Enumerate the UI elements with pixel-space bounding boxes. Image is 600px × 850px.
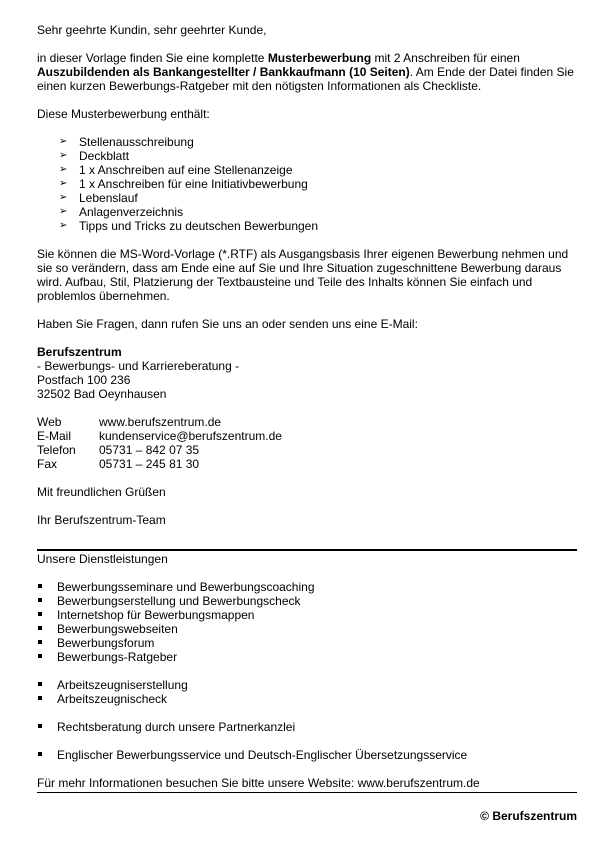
company-name: Berufszentrum: [37, 345, 122, 359]
intro-text-3: . Am Ende der Datei finden Sie: [409, 65, 574, 79]
contact-row: E-Mail kundenservice@berufszentrum.de: [37, 429, 282, 443]
divider: [37, 792, 577, 793]
list-item: ➢ Tipps und Tricks zu deutschen Bewerbungen: [59, 219, 319, 233]
list-item: Internetshop für Bewerbungsmappen: [37, 608, 577, 622]
arrow-bullet-icon: ➢: [59, 220, 68, 231]
intro-text-1: in dieser Vorlage finden Sie eine komplette: [37, 51, 268, 65]
email-link[interactable]: kundenservice@berufszentrum.de: [99, 429, 282, 443]
website-link[interactable]: www.berufszentrum.de: [99, 415, 222, 429]
list-item: ➢ 1 x Anschreiben auf eine Stellenanzeige: [59, 163, 293, 177]
intro-bold-1: Musterbewerbung: [267, 51, 372, 65]
square-bullet-icon: [38, 640, 42, 644]
more-info: Für mehr Informationen besuchen Sie bitte unsere Website: www.berufszentrum.de: [37, 776, 480, 790]
services-list: [37, 748, 577, 762]
document-page: [37, 23, 577, 793]
square-bullet-icon: [38, 752, 42, 756]
square-bullet-icon: [38, 654, 42, 658]
list-item: ➢ Stellenausschreibung: [59, 135, 194, 149]
list-item: ➢ Deckblatt: [59, 149, 130, 163]
services-list: [37, 720, 577, 734]
services-heading: Unsere Dienstleistungen: [37, 552, 168, 566]
list-item: Bewerbungswebseiten: [37, 622, 577, 636]
greeting: Sehr geehrte Kundin, sehr geehrter Kunde,: [37, 23, 267, 37]
divider: [37, 549, 577, 551]
services-list: [37, 580, 577, 664]
list-item: ➢ Lebenslauf: [59, 191, 138, 205]
arrow-bullet-icon: ➢: [59, 192, 68, 203]
square-bullet-icon: [38, 612, 42, 616]
list-item: Arbeitszeugniserstellung: [37, 678, 577, 692]
list-item: Rechtsberatung durch unsere Partnerkanzlei: [37, 720, 577, 734]
phone-number: 05731 – 842 07 35: [99, 443, 200, 457]
arrow-bullet-icon: ➢: [59, 150, 68, 161]
square-bullet-icon: [38, 598, 42, 602]
square-bullet-icon: [38, 584, 42, 588]
contact-row: Telefon 05731 – 842 07 35: [37, 443, 200, 457]
contents-list: [37, 135, 577, 233]
square-bullet-icon: [38, 724, 42, 728]
address-block: Berufszentrum - Bewerbungs- und Karriereberatung - Postfach 100 236 32502 Bad Oeynhausen: [37, 345, 240, 401]
list-item: Bewerbungsforum: [37, 636, 577, 650]
list-item: Englischer Bewerbungsservice und Deutsch-Englischer Übersetzungsservice: [37, 748, 577, 762]
signature: Ihr Berufszentrum-Team: [37, 513, 166, 527]
square-bullet-icon: [38, 626, 42, 630]
list-item: Bewerbungsseminare und Bewerbungscoaching: [37, 580, 577, 594]
contact-block: [37, 415, 577, 471]
fax-number: 05731 – 245 81 30: [99, 457, 200, 471]
list-item: ➢ Anlagenverzeichnis: [59, 205, 184, 219]
copyright: © Berufszentrum: [480, 809, 577, 823]
list-item: Arbeitszeugnischeck: [37, 692, 577, 706]
square-bullet-icon: [38, 696, 42, 700]
intro-text-2: mit 2 Anschreiben für einen: [371, 51, 520, 65]
contact-row: Web www.berufszentrum.de: [37, 415, 222, 429]
arrow-bullet-icon: ➢: [59, 136, 68, 147]
square-bullet-icon: [38, 682, 42, 686]
intro-bold-2: Auszubildenden als Bankangestellter / Bankkaufmann (10 Seiten): [37, 65, 410, 79]
list-item: ➢ 1 x Anschreiben für eine Initiativbewerbung: [59, 177, 308, 191]
contact-row: Fax 05731 – 245 81 30: [37, 457, 200, 471]
questions-text: Haben Sie Fragen, dann rufen Sie uns an oder senden uns eine E-Mail:: [37, 317, 418, 331]
intro-paragraph: [37, 51, 577, 93]
arrow-bullet-icon: ➢: [59, 206, 68, 217]
intro-text-4: einen kurzen Bewerbungs-Ratgeber mit den nötigsten Informationen als Checkliste.: [37, 79, 482, 93]
list-item: Bewerbungserstellung und Bewerbungscheck: [37, 594, 577, 608]
arrow-bullet-icon: ➢: [59, 164, 68, 175]
services-list: [37, 678, 577, 706]
arrow-bullet-icon: ➢: [59, 178, 68, 189]
usage-paragraph: Sie können die MS-Word-Vorlage (*.RTF) als Ausgangsbasis Ihrer eigenen Bewerbung nehmen und sie so verändern, dass am Ende eine auf Sie und Ihre Situation zugeschnittene Bewerbung daraus wird. Aufbau, Stil, Platzierung der Textbausteine und Teile des Inhalts können Sie einfach und problemlos übernehmen.: [37, 247, 569, 303]
list-item: Bewerbungs-Ratgeber: [37, 650, 577, 664]
contents-heading: Diese Musterbewerbung enthält:: [37, 107, 210, 121]
closing: Mit freundlichen Grüßen: [37, 485, 166, 499]
